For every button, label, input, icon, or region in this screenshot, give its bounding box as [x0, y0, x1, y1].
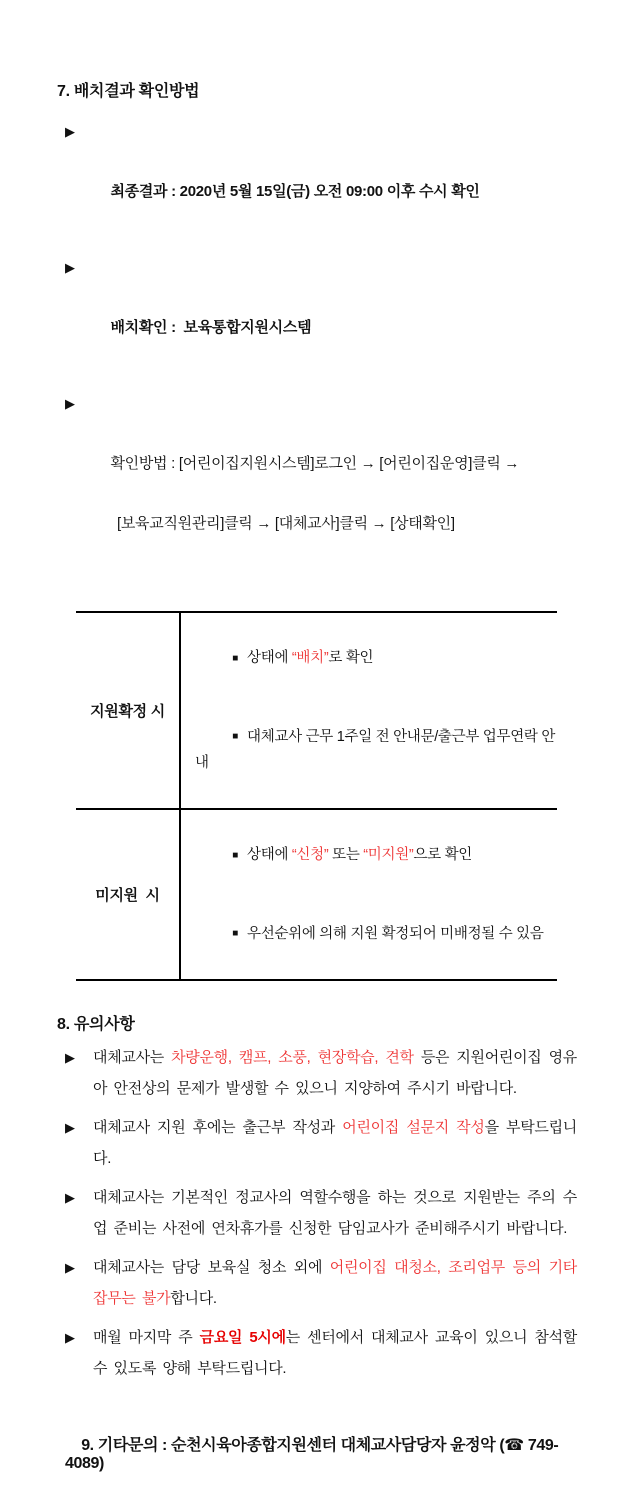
arrow-bullet-icon: ▶: [65, 1050, 75, 1065]
note-vehicle-trips: [65, 1042, 577, 1104]
cell-text: 우선순위에 의해 지원 확정되어 미배정될 수 있음: [247, 925, 544, 942]
row-content-confirmed: [180, 612, 557, 809]
note-text: 을 부탁드립니다.: [93, 1119, 577, 1167]
square-bullet-icon: ■: [232, 849, 239, 861]
cell-text: 상태에: [247, 650, 292, 666]
cell-text: 대체교사 근무 1주일 전 안내문/출근부 업무연락 안내: [195, 728, 556, 771]
note-text: 매월 마지막 주: [93, 1329, 200, 1346]
arrow-bullet-icon: ▶: [65, 1330, 75, 1345]
note-text: 대체교사는: [93, 1049, 172, 1066]
final-result-line: [65, 117, 577, 237]
cell-line: [195, 816, 557, 895]
cell-text: 상태에: [247, 847, 292, 863]
note-survey: [65, 1112, 577, 1174]
cell-text: 으로 확인: [413, 847, 473, 863]
row-label-confirmed: 지원확정 시: [76, 612, 180, 809]
note-text: 등은 지원어린이집 영유아 안전상의 문제가 발생할 수 있으니 지양하여 주시기 바랍니다.: [93, 1049, 577, 1097]
section7-heading: 7. 배치결과 확인방법: [57, 83, 200, 100]
arrow-bullet-icon: ▶: [65, 1260, 75, 1275]
status-word-applied: “신청”: [291, 847, 329, 863]
note-text: 대체교사 지원 후에는 출근부 작성과: [93, 1119, 343, 1136]
arrow-bullet-icon: ▶: [65, 1190, 75, 1205]
square-bullet-icon: ■: [232, 652, 239, 664]
method-text-line1: 확인방법 : [어린이집지원시스템]로그인 → [어린이집운영]클릭 →: [110, 455, 520, 472]
notes-list: [57, 1042, 577, 1384]
table-row: [76, 809, 557, 980]
note-red-text: 차량운행, 캠프, 소풍, 현장학습, 견학: [171, 1049, 414, 1066]
status-table: [76, 611, 557, 981]
note-class-prep: [65, 1182, 577, 1244]
square-bullet-icon: ■: [232, 731, 239, 742]
final-result-text: 최종결과 : 2020년 5월 15일(금) 오전 09:00 이후 수시 확인: [110, 183, 480, 200]
section9-contact-line: [65, 1414, 577, 1491]
note-text: 는 센터에서 대체교사 교육이 있으니 참석할 수 있도록 양해 부탁드립니다.: [93, 1329, 577, 1377]
check-system-line: [65, 253, 577, 373]
table-row: [76, 612, 557, 809]
cell-text: 로 확인: [328, 650, 374, 666]
contact-number: 749-4089): [65, 1437, 559, 1472]
note-redbold-text: 금요일 5시에: [199, 1329, 286, 1346]
note-other-duties: [65, 1252, 577, 1314]
arrow-bullet-icon: ▶: [65, 260, 75, 275]
phone-icon: ☎: [504, 1437, 524, 1454]
note-training: [65, 1322, 577, 1384]
note-text: 대체교사는 담당 보육실 청소 외에: [93, 1259, 330, 1276]
note-red-text: 어린이집 대청소, 조리업무 등의 기타잡무는 불가: [93, 1259, 577, 1307]
status-word-placed: “배치”: [291, 650, 329, 666]
contact-text: 9. 기타문의 : 순천시육아종합지원센터 대체교사담당자 윤정악 (: [81, 1437, 505, 1454]
arrow-bullet-icon: ▶: [65, 396, 75, 411]
note-red-text: 어린이집 설문지 작성: [342, 1119, 485, 1136]
cell-line: [195, 895, 557, 974]
row-label-notsupported: 미지원 시: [76, 809, 180, 980]
row-content-notsupported: [180, 809, 557, 980]
note-text: 대체교사는 기본적인 정교사의 역할수행을 하는 것으로 지원받는 주의 수업 준비는 사전에 연차휴가를 신청한 담임교사가 준비해주시기 바랍니다.: [93, 1189, 577, 1237]
section8-heading: 8. 유의사항: [57, 1016, 135, 1033]
cell-line: [195, 698, 557, 803]
square-bullet-icon: ■: [232, 928, 239, 939]
status-word-unsupported: “미지원”: [363, 847, 414, 863]
arrow-bullet-icon: ▶: [65, 124, 75, 139]
method-text-line2: [보육교직원관리]클릭 → [대체교사]클릭 → [상태확인]: [117, 515, 455, 532]
check-system-text: 배치확인 : 보육통합지원시스템: [110, 319, 312, 336]
note-text: 합니다.: [170, 1290, 217, 1307]
method-line: [65, 389, 577, 599]
cell-text: 또는: [328, 847, 364, 863]
arrow-bullet-icon: ▶: [65, 1120, 75, 1135]
cell-line: [195, 619, 557, 698]
